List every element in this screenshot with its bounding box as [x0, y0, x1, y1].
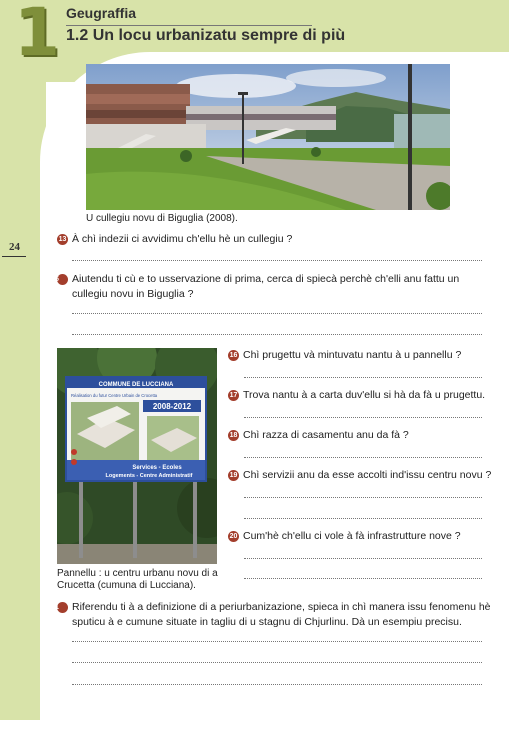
sign-footer-text-2: Logements - Centre Administratif	[105, 473, 193, 479]
question-17	[228, 388, 493, 403]
question-18	[228, 428, 488, 443]
question-text: Chì servizii anu da esse accolti ind'issu centru novu ?	[243, 469, 492, 481]
answer-line[interactable]	[244, 497, 482, 498]
question-text: Chì prugettu và mintuvatu nantu à u pannellu ?	[243, 349, 462, 361]
sign-footer-text-1: Services - Ecoles	[132, 465, 182, 471]
sign-panel-caption: Pannellu : u centru urbanu novu di a Crucetta (cumuna di Lucciana).	[57, 568, 218, 591]
question-15	[51, 272, 492, 302]
question-number-badge: 16	[229, 352, 238, 359]
answer-line[interactable]	[72, 641, 482, 642]
sign-panel-photo	[57, 348, 217, 564]
sign-subtitle-text: Réalisation du futur Centre Urbain de Crocetta	[71, 393, 158, 398]
question-text: Riferendu ti à a definizione di a periurbanizazione, spieca in chì manera issu fenomenu hè sputicu à e cumune situate in tagliu di u stagnu di Chjurlinu. Dà un esempiu precisu.	[72, 601, 491, 628]
sign-years-text: 2008-2012	[152, 402, 192, 411]
answer-line[interactable]	[72, 684, 482, 685]
page-number: 24	[9, 241, 20, 253]
section-number: 1.2	[66, 27, 89, 44]
section-title-text: Un locu urbanizatu sempre di più	[92, 27, 346, 44]
answer-line[interactable]	[244, 558, 482, 559]
question-13	[57, 232, 477, 247]
answer-line[interactable]	[244, 518, 482, 519]
question-20	[228, 529, 488, 544]
question-number-badge: 21	[57, 602, 68, 613]
header-rule	[66, 25, 312, 26]
subject-title: Geugraffia	[66, 5, 137, 21]
question-number-badge: 15	[57, 274, 68, 285]
answer-line[interactable]	[244, 377, 482, 378]
answer-line[interactable]	[244, 457, 482, 458]
section-title	[66, 27, 345, 45]
question-text: Trova nantu à a carta duv'ellu si hà da fà u prugettu.	[243, 389, 486, 401]
question-text: Chì razza di casamentu anu da fà ?	[243, 429, 409, 441]
question-number-badge: 19	[229, 472, 238, 479]
question-text: À chì indezii ci avvidimu ch'ellu hè un cullegiu ?	[72, 233, 293, 245]
college-photo-caption: U cullegiu novu di Biguglia (2008).	[86, 213, 238, 224]
answer-line[interactable]	[244, 578, 482, 579]
question-21	[51, 600, 492, 630]
chapter-number: 1	[14, 0, 60, 71]
answer-line[interactable]	[72, 334, 482, 335]
answer-line[interactable]	[72, 260, 482, 261]
sign-header-text: COMMUNE DE LUCCIANA	[98, 382, 174, 388]
answer-line[interactable]	[72, 313, 482, 314]
question-number-badge: 13	[58, 236, 67, 243]
answer-line[interactable]	[244, 417, 482, 418]
question-number-badge: 18	[229, 432, 238, 439]
question-16	[228, 348, 488, 363]
question-text: Cum'hè ch'ellu ci vole à fà infrastrutture nove ?	[243, 530, 461, 542]
question-number-badge: 20	[229, 533, 238, 540]
page-number-rule	[2, 256, 26, 257]
question-number-badge: 17	[229, 392, 238, 399]
question-19	[228, 468, 493, 483]
college-photo	[86, 64, 450, 210]
answer-line[interactable]	[72, 662, 482, 663]
question-text: Aiutendu ti cù e to usservazione di prima, cerca di spiecà perchè ch'elli anu fattu un cullegiu novu in Biguglia ?	[72, 273, 460, 300]
